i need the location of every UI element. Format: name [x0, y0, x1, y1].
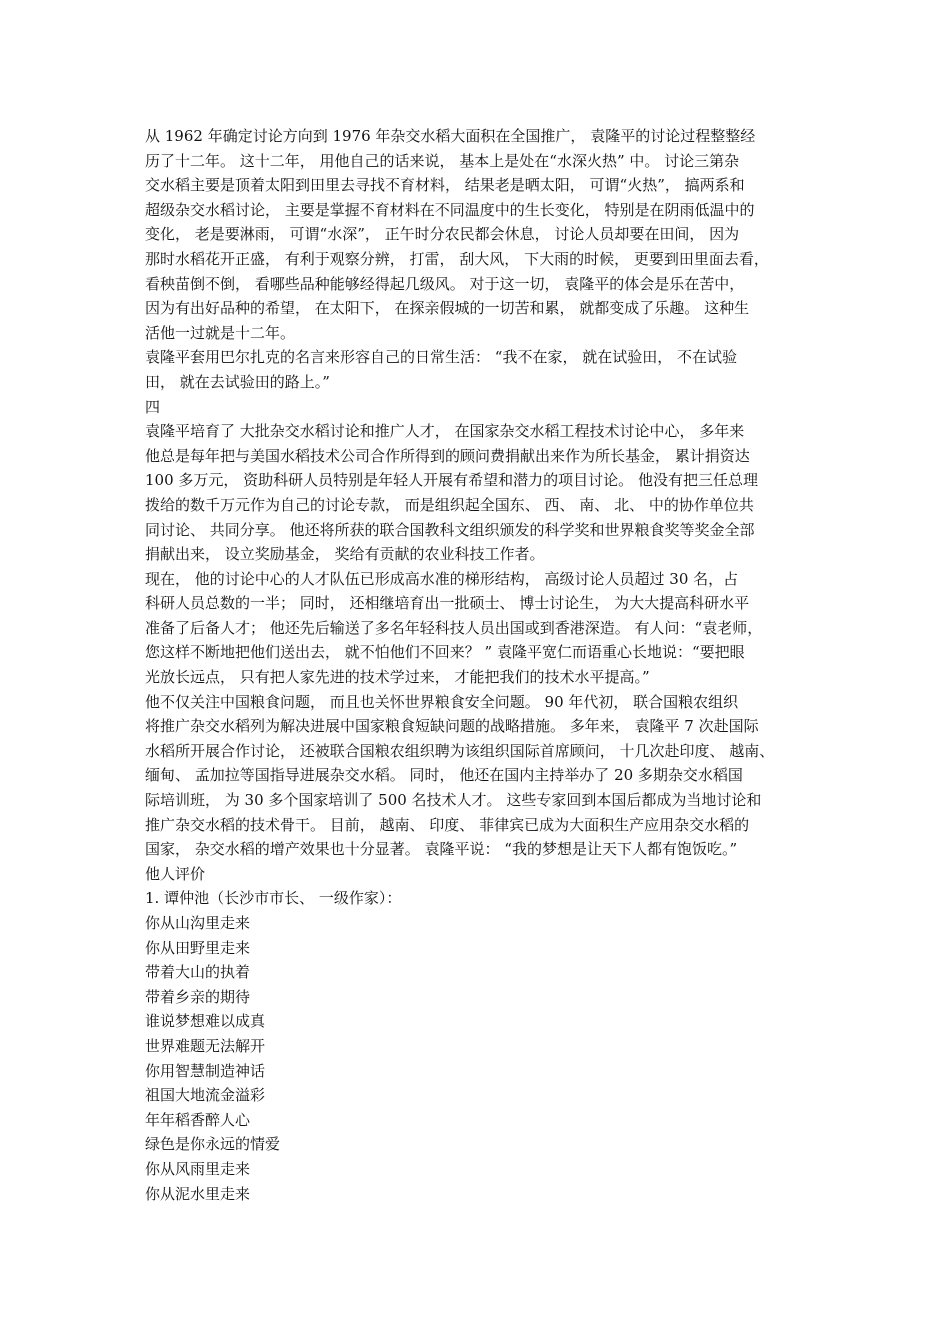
poem-line: 你从山沟里走来 — [145, 914, 251, 932]
text-line: 将推广杂交水稻列为解决进展中国家粮食短缺问题的战略措施。 多年来， 袁隆平 7 次赴国际 — [145, 717, 759, 736]
text-line: 缅甸、 孟加拉等国指导进展杂交水稻。 同时， 他还在国内主持举办了 20 多期杂交水稻国 — [145, 766, 743, 785]
poem-line: 带着大山的执着 — [145, 963, 251, 982]
text-line: 他总是每年把与美国水稻技术公司合作所得到的顾问费捐献出来作为所长基金， 累计捐资达 — [145, 446, 750, 465]
poem-line: 你用智慧制造神话 — [145, 1061, 266, 1080]
text-line: 活他一过就是十二年。 — [145, 323, 296, 342]
poem-line: 你从田野里走来 — [145, 938, 251, 957]
text-line: 际培训班， 为 30 多个国家培训了 500 名技术人才。 这些专家回到本国后都成为当地讨论和 — [145, 791, 762, 810]
text-line: 国家， 杂交水稻的增产效果也十分显著。 袁隆平说： “我的梦想是让天下人都有饱饭吃。” — [145, 840, 738, 859]
poem-line: 绿色是你永远的情爱 — [145, 1135, 281, 1154]
poem-line: 你从风雨里走来 — [145, 1159, 251, 1178]
text-line: 从 1962 年确定讨论方向到 1976 年杂交水稻大面积在全国推广， 袁隆平的讨论过程整整经 — [145, 127, 756, 145]
poem-line: 带着乡亲的期待 — [145, 987, 251, 1006]
poem-line: 年年稻香醉人心 — [145, 1110, 251, 1129]
text-line: 袁隆平套用巴尔扎克的名言来形容自己的日常生活： “我不在家， 就在试验田， 不在试验 — [145, 348, 737, 367]
text-line: 他不仅关注中国粮食问题， 而且也关怀世界粮食安全问题。 90 年代初， 联合国粮农组织 — [145, 692, 739, 711]
text-line: 看秧苗倒不倒， 看哪些品种能够经得起几级风。 对于这一切， 袁隆平的体会是乐在苦中， — [145, 274, 745, 293]
text-line: 因为有出好品种的希望， 在太阳下， 在探亲假城的一切苦和累， 就都变成了乐趣。 这种生 — [145, 299, 750, 318]
text-line: 科研人员总数的一半； 同时， 还相继培育出一批硕士、 博士讨论生， 为大大提高科研水平 — [145, 594, 750, 613]
text-line: 变化， 老是要淋雨， 可谓“水深”， 正午时分农民都会休息， 讨论人员却要在田间， 因为 — [145, 225, 740, 244]
text-line: 同讨论、 共同分享。 他还将所获的联合国教科文组织颁发的科学奖和世界粮食奖等奖金全部 — [145, 520, 755, 539]
text-line: 100 多万元， 资助科研人员特别是年轻人开展有希望和潜力的项目讨论。 他没有把三任总理 — [145, 471, 758, 490]
text-line: 光放长远点， 只有把人家先进的技术学过来， 才能把我们的技术水平提高。” — [145, 668, 650, 687]
section-heading: 四 — [145, 397, 161, 416]
text-line: 历了十二年。 这十二年， 用他自己的话来说， 基本上是处在“水深火热” 中。 讨论三第杂 — [145, 151, 740, 170]
poem-line: 你从泥水里走来 — [145, 1184, 251, 1203]
text-line: 田， 就在去试验田的路上。” — [145, 372, 330, 391]
text-line: 您这样不断地把他们送出去， 就不怕他们不回来？ ” 袁隆平宽仁而语重心长地说：“要把眼 — [145, 643, 745, 662]
document-body — [145, 124, 825, 1206]
text-line: 捐献出来， 设立奖励基金， 奖给有贡献的农业科技工作者。 — [145, 545, 545, 564]
section-heading: 他人评价 — [145, 864, 206, 883]
text-line: 超级杂交水稻讨论， 主要是掌握不育材料在不同温度中的生长变化， 特别是在阴雨低温中的 — [145, 200, 755, 219]
poem-line: 世界难题无法解开 — [145, 1036, 266, 1055]
text-line: 那时水稻花开正盛， 有利于观察分辨， 打雷， 刮大风， 下大雨的时候， 更要到田里面去看， — [145, 249, 769, 268]
text-line: 拨给的数千万元作为自己的讨论专款， 而是组织起全国东、 西、 南、 北、 中的协作单位共 — [145, 495, 754, 514]
poem-line: 谁说梦想难以成真 — [145, 1012, 266, 1031]
text-line: 袁隆平培育了 大批杂交水稻讨论和推广人才， 在国家杂交水稻工程技术讨论中心， 多年来 — [145, 422, 745, 441]
poem-line: 祖国大地流金溢彩 — [145, 1086, 266, 1105]
text-line: 1. 谭仲池（长沙市市长、 一级作家）： — [145, 889, 402, 908]
text-line: 推广杂交水稻的技术骨干。 目前， 越南、 印度、 菲律宾已成为大面积生产应用杂交水稻的 — [145, 815, 750, 834]
text-line: 准备了后备人才； 他还先后输送了多名年轻科技人员出国或到香港深造。 有人问：“袁老师， — [145, 618, 763, 637]
text-line: 水稻所开展合作讨论， 还被联合国粮农组织聘为该组织国际首席顾问， 十几次赴印度、 越南、 — [145, 741, 775, 760]
text-line: 交水稻主要是顶着太阳到田里去寻找不育材料， 结果老是晒太阳， 可谓“火热”， 搞两系和 — [145, 176, 745, 195]
text-line: 现在， 他的讨论中心的人才队伍已形成高水准的梯形结构， 高级讨论人员超过 30 名，占 — [145, 569, 739, 588]
